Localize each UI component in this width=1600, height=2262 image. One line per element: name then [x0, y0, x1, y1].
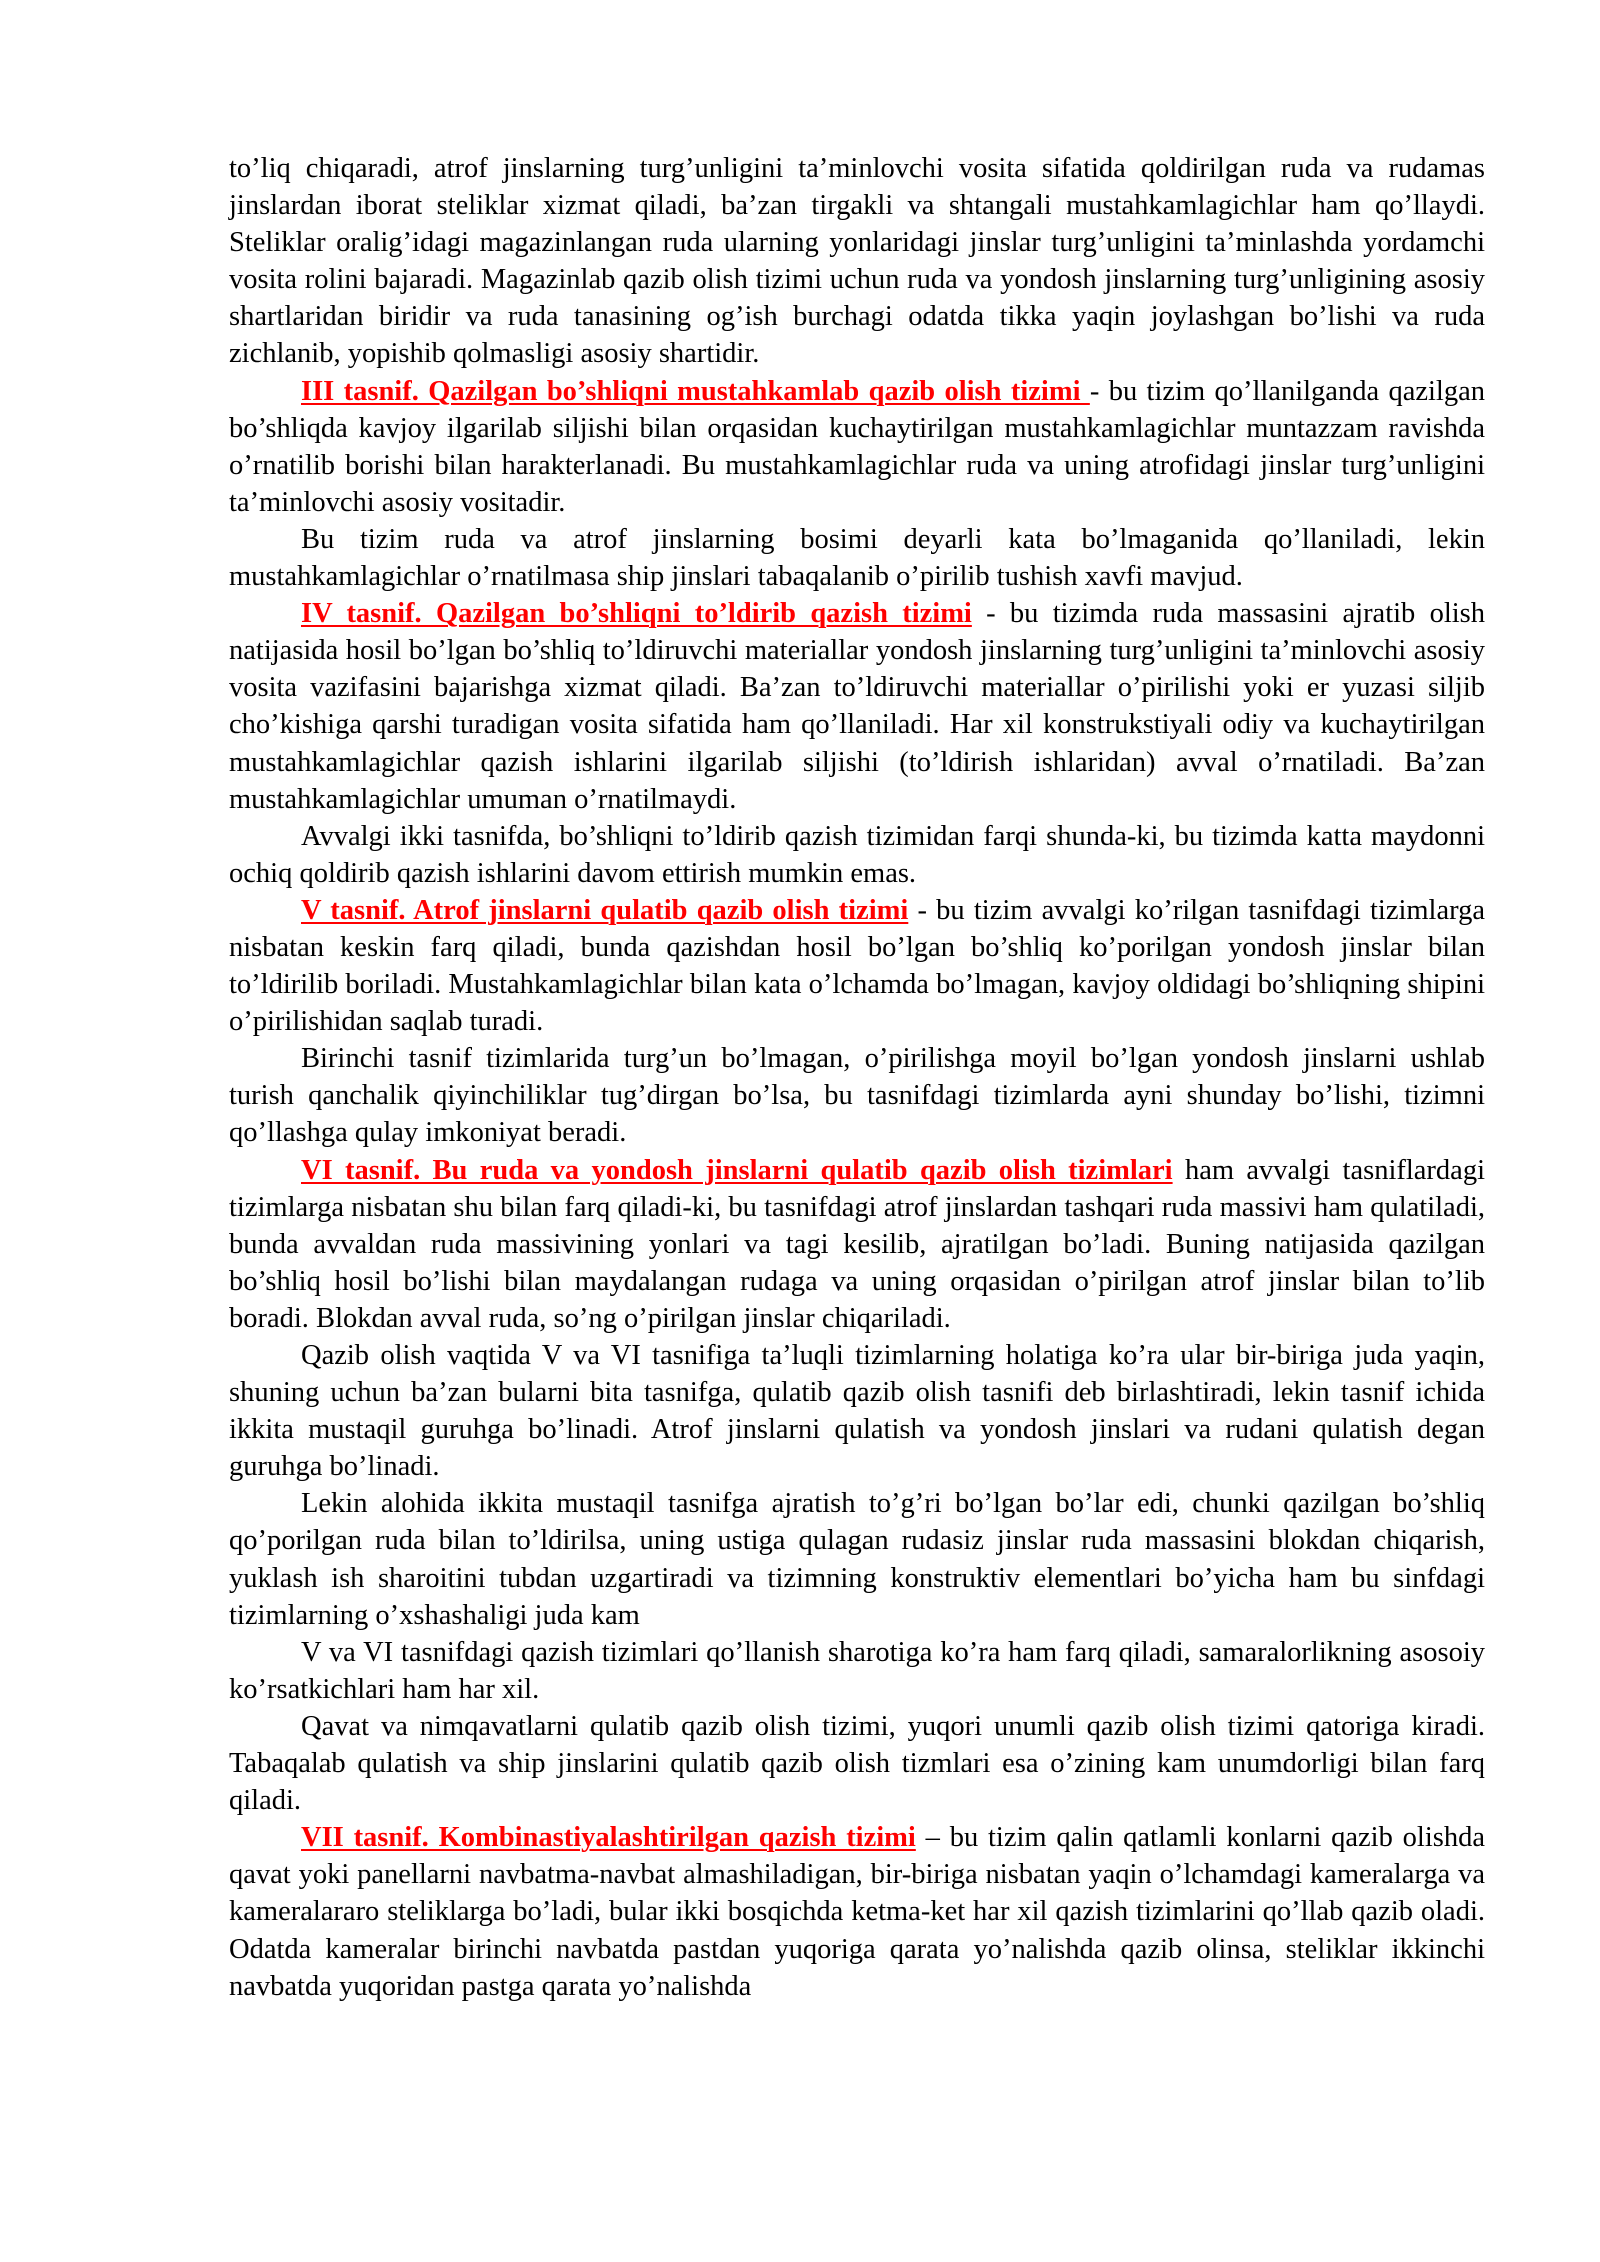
paragraph-tasnif-5	[229, 892, 1485, 1040]
paragraph-11	[229, 1634, 1485, 1708]
section-heading-tasnif-6: VI tasnif. Bu ruda va yondosh jinslarni qulatib qazib olish tizimlari	[301, 1154, 1173, 1186]
paragraph-7	[229, 1040, 1485, 1151]
paragraph-text: Avvalgi ikki tasnifda, bo’shliqni to’ldirib qazish tizimidan farqi shunda-ki, bu tizimda katta maydonni ochiq qoldirib qazish ishlarini davom ettirish mumkin emas.	[229, 820, 1485, 889]
paragraph-5	[229, 818, 1485, 892]
paragraph-text: - bu tizim qo’llanilganda qazilgan bo’shliqda kavjoy ilgarilab siljishi bilan orqasidan kuchaytirilgan mustahkamlagichlar muntazzam ravishda o’rnatilib borishi bilan harakterlanadi. Bu mustahkamlagichlar ruda va uning atrofidagi jinslar turg’unligini ta’minlovchi asosiy vositadir.	[229, 375, 1485, 518]
paragraph-text: - bu tizim avvalgi ko’rilgan tasnifdagi tizimlarga nisbatan keskin farq qiladi, bunda qazishdan hosil bo’lgan bo’shliq ko’porilgan yondosh jinslar bilan to’ldirilib boriladi. Mustahkamlagichlar bilan kata o’lchamda bo’lmagan, kavjoy oldidagi bo’shliqning shipini o’pirilishidan saqlab turadi.	[229, 894, 1485, 1038]
paragraph-text: Lekin alohida ikkita mustaqil tasnifga ajratish to’g’ri bo’lgan bo’lar edi, chunki qazilgan bo’shliq qo’porilgan ruda bilan to’ldirilsa, uning ustiga qulagan rudasiz jinslar ruda massasini blokdan chiqarish, yuklash ish sharoitini tubdan uzgartiradi va tizimning konstruktiv elementlari bo’yicha ham bu sinfdagi tizimlarning o’xshashaligi juda kam	[229, 1488, 1485, 1631]
section-heading-tasnif-7: VII tasnif. Kombinastiyalashtirilgan qazish tizimi	[301, 1822, 916, 1854]
paragraph-text: Qazib olish vaqtida V va VI tasnifiga ta’luqli tizimlarning holatiga ko’ra ular bir-biriga juda yaqin, shuning uchun ba’zan bularni bita tasnifga, qulatib qazib olish tasnifi deb birlashtiradi, lekin tasnif ichida ikkita mustaqil guruhga bo’linadi. Atrof jinslarni qulatish va yondosh jinslari va rudani qulatish degan guruhga bo’linadi.	[229, 1340, 1485, 1483]
paragraph-tasnif-7	[229, 1819, 1485, 2004]
paragraph-text: Qavat va nimqavatlarni qulatib qazib olish tizimi, yuqori unumli qazib olish tizimi qatoriga kiradi. Tabaqalab qulatish va ship jinslarini qulatib qazib olish tizmlari esa o’zining kam unumdorligi bilan farq qiladi.	[229, 1710, 1485, 1817]
paragraph-9	[229, 1337, 1485, 1485]
section-heading-tasnif-5: V tasnif. Atrof jinslarni qulatib qazib olish tizimi	[301, 894, 909, 926]
paragraph-10	[229, 1485, 1485, 1633]
document-page	[229, 150, 1485, 2005]
paragraph-text: to’liq chiqaradi, atrof jinslarning turg’unligini ta’minlovchi vosita sifatida qoldirilgan ruda va rudamas jinslardan iborat steliklar xizmat qiladi, ba’zan tirgakli va shtangali mustahkamlagichlar ham qo’llaydi. Steliklar oralig’idagi magazinlangan ruda ularning yonlaridagi jinslar turg’unligini ta’minlashda yordamchi vosita rolini bajaradi. Magazinlab qazib olish tizimi uchun ruda va yondosh jinslarning turg’unligining asosiy shartlaridan biridir va ruda tanasining og’ish burchagi odatda tikka yaqin joylashgan bo’lishi va ruda zichlanib, yopishib qolmasligi asosiy shartidir.	[229, 153, 1485, 370]
paragraph-text: - bu tizimda ruda massasini ajratib olish natijasida hosil bo’lgan bo’shliq to’ldiruvchi materiallar yondosh jinslarning turg’unligini ta’minlovchi asosiy vosita vazifasini bajarishga xizmat qiladi. Ba’zan to’ldiruvchi materiallar o’pirilishi yoki er yuzasi siljib cho’kishiga qarshi turadigan vosita sifatida ham qo’llaniladi. Har xil konstrukstiyali odiy va kuchaytirilgan mustahkamlagichlar qazish ishlarini ilgarilab siljishi (to’ldirish ishlaridan) avval o’rnatiladi. Ba’zan mustahkamlagichlar umuman o’rnatilmaydi.	[229, 598, 1486, 815]
paragraph-3	[229, 521, 1485, 595]
paragraph-text: V va VI tasnifdagi qazish tizimlari qo’llanish sharotiga ko’ra ham farq qiladi, samaralorlikning asosoiy ko’rsatkichlari ham har xil.	[229, 1636, 1485, 1705]
section-heading-tasnif-4: IV tasnif. Qazilgan bo’shliqni to’ldirib qazish tizimi	[301, 598, 972, 630]
section-heading-tasnif-3: III tasnif. Qazilgan bo’shliqni mustahkamlab qazib olish tizimi	[301, 375, 1090, 407]
paragraph-text: Birinchi tasnif tizimlarida turg’un bo’lmagan, o’pirilishga moyil bo’lgan yondosh jinslarni ushlab turish qanchalik qiyinchiliklar tug’dirgan bo’lsa, bu tasnifdagi tizimlarda ayni shunday bo’lishi, tizimni qo’llashga qulay imkoniyat beradi.	[229, 1043, 1485, 1149]
paragraph-1	[229, 150, 1485, 373]
paragraph-12	[229, 1708, 1485, 1819]
paragraph-text: ham avvalgi tasniflardagi tizimlarga nisbatan shu bilan farq qiladi-ki, bu tasnifdagi atrof jinslardan tashqari ruda massivi ham qulatiladi, bunda avvaldan ruda massivining yonlari va tagi kesilib, ajratilgan bo’ladi. Buning natijasida qazilgan bo’shliq hosil bo’lishi bilan maydalangan rudaga va uning orqasidan o’pirilgan atrof jinslar bilan to’lib boradi. Blokdan avval ruda, so’ng o’pirilgan jinslar chiqariladi.	[229, 1154, 1485, 1334]
paragraph-text: – bu tizim qalin qatlamli konlarni qazib olishda qavat yoki panellarni navbatma-navbat almashiladigan, bir-biriga nisbatan yaqin o’lchamdagi kameralarga va kameralararo steliklarga bo’ladi, bular ikki bosqichda ketma-ket har xil qazish tizimlarini qo’llab qazib oladi. Odatda kameralar birinchi navbatda pastdan yuqoriga qarata yo’nalishda qazib olinsa, steliklar ikkinchi navbatda yuqoridan pastga qarata yo’nalishda	[229, 1822, 1485, 2002]
paragraph-tasnif-6	[229, 1152, 1485, 1337]
paragraph-tasnif-4	[229, 595, 1485, 818]
paragraph-tasnif-3	[229, 373, 1485, 521]
paragraph-text: Bu tizim ruda va atrof jinslarning bosimi deyarli kata bo’lmaganida qo’llaniladi, lekin mustahkamlagichlar o’rnatilmasa ship jinslari tabaqalanib o’pirilib tushish xavfi mavjud.	[229, 523, 1485, 593]
